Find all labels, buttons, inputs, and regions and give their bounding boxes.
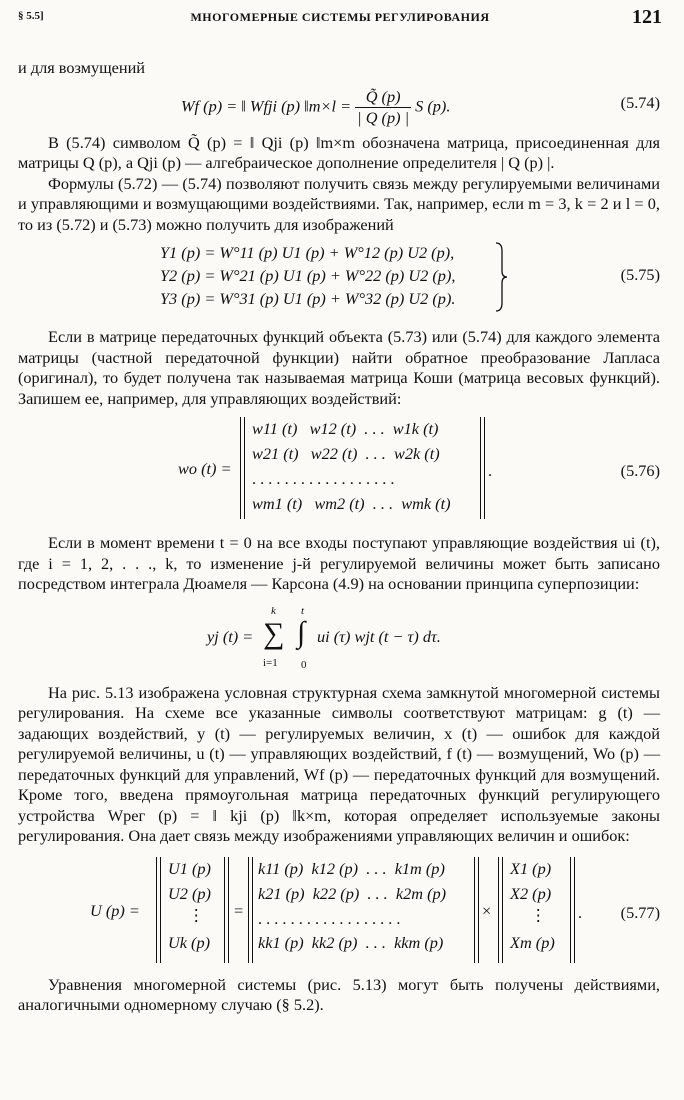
duhamel-int-bot: 0: [301, 658, 307, 671]
eq577-number: (5.77): [620, 902, 660, 922]
paragraph-final: Уравнения многомерной системы (рис. 5.13) могут быть получены действиями, аналогичными одномерному случаю (§ 5.2).: [18, 974, 660, 1014]
paragraph-formulas: Формулы (5.72) — (5.74) позволяют получить связь между регулируемыми величинами и управляющими и возмущающими воздействиями. Так, например, если m = 3, k = 2 и l = 0, то из (5.72) и (5.73) можно получить для изображений: [18, 173, 660, 234]
duhamel-sum-bot: i=1: [263, 656, 278, 669]
eq577-a-bar-l2: [160, 857, 161, 963]
page-number: 121: [632, 6, 662, 28]
eq577-right-2: X2 (p): [510, 883, 552, 903]
paragraph-cauchy: Если в матрице передаточных функций объекта (5.73) или (5.74) для каждого элемента матрицы (частной передаточной функции) найти обратное преобразование Лапласа (оригинал), то будет получена так называемая матрица Коши (матрица весовых функций). Запишем ее, например, для управляющих воздействий:: [18, 327, 660, 408]
equation-5-76: [18, 409, 660, 527]
equation-5-77: [18, 847, 660, 971]
eq577-tail: .: [578, 902, 583, 922]
eq576-lhs: wo (t) =: [178, 459, 232, 478]
eq577-right-1: X1 (p): [510, 858, 552, 878]
equation-5-75: [18, 235, 660, 319]
eq577-a-bar-r1: [224, 857, 225, 963]
eq577-mid-4: kk1 (p) kk2 (p) . . . kkm (p): [258, 932, 444, 952]
eq577-right-4: Xm (p): [510, 932, 555, 952]
eq576-row-2: w21 (t) w22 (t) . . . w2k (t): [252, 444, 440, 463]
eq577-b-bar-l2: [252, 857, 253, 963]
eq577-equals: =: [234, 900, 244, 920]
eq577-mid-2: k21 (p) k22 (p) . . . k2m (p): [258, 883, 447, 903]
eq577-c-bar-r2: [574, 857, 575, 963]
eq577-a-bar-l1: [156, 857, 157, 963]
duhamel-int-top: t: [301, 604, 305, 617]
eq575-number: (5.75): [620, 265, 660, 284]
eq576-tail: .: [488, 461, 493, 480]
eq574-tail: S (p).: [415, 96, 451, 116]
eq577-left-4: Uk (p): [168, 932, 211, 952]
eq577-times: ×: [482, 900, 492, 920]
duhamel-sum-top: k: [271, 604, 276, 617]
sum-symbol: ∑: [263, 616, 285, 650]
eq576-row-4: wm1 (t) wm2 (t) . . . wmk (t): [252, 494, 451, 513]
paragraph-figure: На рис. 5.13 изображена условная структурная схема замкнутой многомерной системы регулирования. На схеме все указанные символы соответствуют матрицам: g (t) — задающих воздействий, y (t) — регулируемых величин, x (t) — ошибок для каждой регулируемой величины, u (t) — управляющих воздействий, f (t) — возмущений, Wo (p) — передаточных функций для управлений, Wf (p) — передаточных функций для возмущений. Кроме того, введена прямоугольная матрица передаточных функций регулирующего устройства Wрег (p) = ‖ kji (p) ‖k×m, которая определяет используемые законы регулирования. Она дает связь между изображениями управляющих величин и ошибок:: [18, 682, 660, 845]
section-ref: § 5.5]: [18, 10, 44, 22]
eq577-right-3: ⋮: [530, 905, 547, 925]
eq577-left-3: ⋮: [188, 905, 205, 925]
eq577-mid-1: k11 (p) k12 (p) . . . k1m (p): [258, 858, 445, 878]
eq575-row-3: Y3 (p) = W°31 (p) U1 (p) + W°32 (p) U2 (p).: [160, 289, 456, 308]
eq576-bar-r1: [480, 417, 481, 519]
eq575-row-1: Y1 (p) = W°11 (p) U1 (p) + W°12 (p) U2 (p),: [160, 243, 455, 262]
eq574-lhs: Wf (p) = ‖ Wfji (p) ‖m×l =: [181, 96, 352, 116]
paragraph-adjugate: В (5.74) символом Q̃ (p) = ‖ Qji (p) ‖m×m обозначена матрица, присоединенная для матрицы Q (p), а Qji (p) — алгебраическое дополнение определителя | Q (p) |.: [18, 132, 660, 172]
eq577-a-bar-r2: [228, 857, 229, 963]
eq576-bar-l1: [240, 417, 241, 519]
eq574-num: Q̃ (p): [355, 87, 411, 109]
paragraph-duhamel: Если в момент времени t = 0 на все входы поступают управляющие воздействия ui (t), где i = 1, 2, . . ., k, то изменение j-й регулируемой величины может быть записано посредством интеграла Дюамеля — Карсона (4.9) на основании принципа суперпозиции:: [18, 533, 660, 593]
equation-5-74: [18, 79, 660, 127]
page-body: [18, 58, 660, 1016]
page-header: [18, 8, 662, 32]
eq576-row-3: . . . . . . . . . . . . . . . . . .: [252, 469, 395, 488]
eq577-left-1: U1 (p): [168, 858, 211, 878]
running-title: МНОГОМЕРНЫЕ СИСТЕМЫ РЕГУЛИРОВАНИЯ: [190, 10, 490, 24]
eq577-b-bar-l1: [248, 857, 249, 963]
eq576-row-1: w11 (t) w12 (t) . . . w1k (t): [252, 419, 439, 438]
eq576-bar-r2: [484, 417, 485, 519]
eq576-number: (5.76): [620, 461, 660, 480]
eq577-lhs: U (p) =: [90, 900, 140, 920]
eq577-c-bar-l1: [498, 857, 499, 963]
integral-symbol: ∫: [297, 615, 306, 649]
eq577-mid-3: . . . . . . . . . . . . . . . . . .: [258, 908, 401, 928]
eq577-c-bar-r1: [570, 857, 571, 963]
eq575-right-brace: [494, 241, 508, 313]
eq574-fraction: [355, 87, 411, 129]
equation-duhamel: [18, 595, 660, 677]
eq577-c-bar-l2: [502, 857, 503, 963]
eq574-den: | Q (p) |: [357, 108, 410, 127]
intro-disturbances: и для возмущений: [18, 58, 146, 77]
duhamel-body: ui (τ) wjt (t − τ) dτ.: [317, 626, 441, 646]
eq575-row-2: Y2 (p) = W°21 (p) U1 (p) + W°22 (p) U2 (p),: [160, 266, 456, 285]
eq576-bar-l2: [244, 417, 245, 519]
duhamel-lhs: yj (t) =: [207, 626, 254, 646]
eq577-b-bar-r2: [478, 857, 479, 963]
eq577-left-2: U2 (p): [168, 883, 211, 903]
eq574-number: (5.74): [620, 92, 660, 112]
eq577-b-bar-r1: [474, 857, 475, 963]
